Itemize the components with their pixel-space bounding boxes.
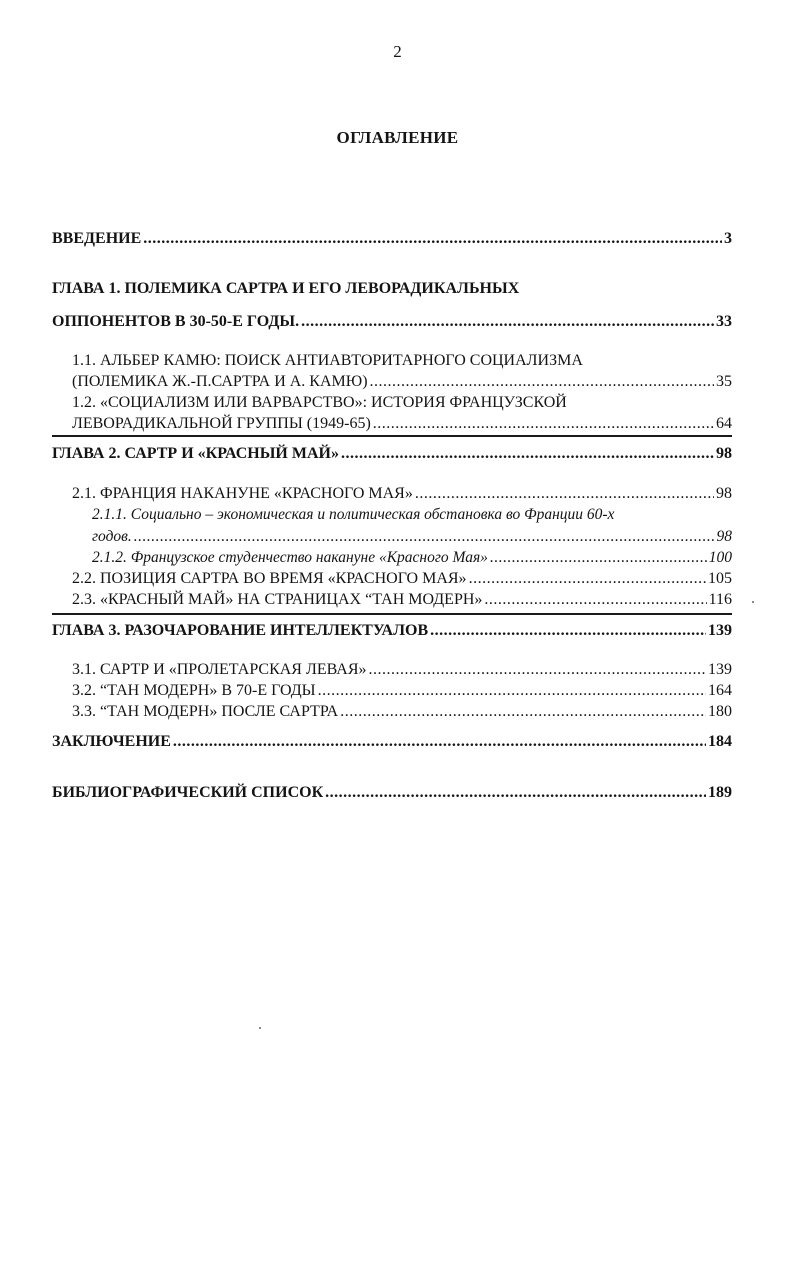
toc-entry-label: 3.3. “ТАН МОДЕРН» ПОСЛЕ САРТРА bbox=[72, 703, 339, 720]
toc-entry-conclusion[interactable] bbox=[52, 732, 732, 754]
toc-chapter1-title-line1[interactable]: ГЛАВА 1. ПОЛЕМИКА САРТРА И ЕГО ЛЕВОРАДИКАЛЬНЫХ bbox=[52, 280, 520, 297]
toc-entry-page: 100 bbox=[708, 549, 732, 566]
scan-speck bbox=[259, 1027, 261, 1029]
toc-entry-label: (ПОЛЕМИКА Ж.-П.САРТРА И А. КАМЮ) bbox=[72, 373, 368, 390]
dot-leader bbox=[340, 702, 706, 722]
toc-section-1-1-line1[interactable]: 1.1. АЛЬБЕР КАМЮ: ПОИСК АНТИАВТОРИТАРНОГО СОЦИАЛИЗМА bbox=[72, 352, 583, 369]
toc-entry-page: 139 bbox=[708, 661, 732, 678]
toc-entry-page: 139 bbox=[708, 622, 732, 639]
toc-entry-label: 3.2. “ТАН МОДЕРН» В 70-Е ГОДЫ bbox=[72, 682, 316, 699]
dot-leader bbox=[173, 732, 706, 752]
toc-entry-page: 98 bbox=[716, 485, 732, 502]
toc-title: ОГЛАВЛЕНИЕ bbox=[336, 128, 459, 147]
toc-entry-section-2-1[interactable] bbox=[72, 484, 732, 506]
dot-leader bbox=[369, 660, 707, 680]
toc-entry-label: ГЛАВА 2. САРТР И «КРАСНЫЙ МАЙ» bbox=[52, 445, 339, 462]
toc-entry-section-2-2[interactable] bbox=[72, 569, 732, 591]
toc-entry-page: 184 bbox=[708, 733, 732, 750]
toc-entry-section-3-3[interactable] bbox=[72, 702, 732, 724]
dot-leader bbox=[134, 527, 715, 547]
toc-entry-subsection-2-1-1[interactable] bbox=[92, 527, 732, 549]
toc-entry-subsection-2-1-2[interactable] bbox=[92, 548, 732, 570]
scan-speck bbox=[752, 601, 754, 603]
page-number: 2 bbox=[393, 42, 402, 61]
toc-entry-page: 189 bbox=[708, 784, 732, 801]
dot-leader bbox=[318, 681, 706, 701]
toc-subsection-2-1-1-line1[interactable]: 2.1.1. Социально – экономическая и политическая обстановка во Франции 60-х bbox=[92, 506, 615, 523]
separator-line bbox=[52, 613, 732, 615]
toc-entry-section-1-2[interactable] bbox=[72, 414, 732, 436]
toc-entry-chapter1[interactable] bbox=[52, 312, 732, 334]
toc-entry-page: 98 bbox=[716, 445, 732, 462]
dot-leader bbox=[143, 229, 722, 249]
toc-entry-page: 64 bbox=[716, 415, 732, 432]
toc-entry-label: годов. bbox=[92, 528, 132, 545]
toc-entry-label: 3.1. САРТР И «ПРОЛЕТАРСКАЯ ЛЕВАЯ» bbox=[72, 661, 367, 678]
toc-entry-section-3-2[interactable] bbox=[72, 681, 732, 703]
toc-entry-page: 116 bbox=[708, 591, 732, 608]
dot-leader bbox=[430, 621, 706, 641]
dot-leader bbox=[370, 372, 714, 392]
toc-entry-page: 35 bbox=[716, 373, 732, 390]
toc-entry-section-2-3[interactable] bbox=[72, 590, 732, 612]
toc-entry-chapter3[interactable] bbox=[52, 621, 732, 643]
dot-leader bbox=[469, 569, 706, 589]
toc-entry-label: ЛЕВОРАДИКАЛЬНОЙ ГРУППЫ (1949-65) bbox=[72, 415, 371, 432]
toc-entry-page: 164 bbox=[708, 682, 732, 699]
toc-entry-page: 180 bbox=[708, 703, 732, 720]
toc-entry-page: 105 bbox=[708, 570, 732, 587]
toc-entry-label: 2.2. ПОЗИЦИЯ САРТРА ВО ВРЕМЯ «КРАСНОГО МАЯ» bbox=[72, 570, 467, 587]
toc-entry-label: ВВЕДЕНИЕ bbox=[52, 230, 142, 247]
toc-entry-page: 3 bbox=[724, 230, 732, 247]
toc-entry-label: ЗАКЛЮЧЕНИЕ bbox=[52, 733, 171, 750]
separator-line bbox=[52, 435, 732, 437]
toc-entry-chapter2[interactable] bbox=[52, 444, 732, 466]
toc-entry-label: 2.1. ФРАНЦИЯ НАКАНУНЕ «КРАСНОГО МАЯ» bbox=[72, 485, 413, 502]
dot-leader bbox=[415, 484, 714, 504]
toc-entry-page: 33 bbox=[716, 313, 732, 330]
toc-entry-label: ОППОНЕНТОВ В 30-50-Е ГОДЫ. bbox=[52, 313, 300, 330]
toc-entry-section-1-1[interactable] bbox=[72, 372, 732, 394]
dot-leader bbox=[373, 414, 714, 434]
toc-entry-page: 98 bbox=[716, 528, 732, 545]
dot-leader bbox=[341, 444, 714, 464]
toc-entry-bibliography[interactable] bbox=[52, 783, 732, 805]
toc-entry-label: 2.1.2. Французское студенчество накануне «Красного Мая» bbox=[92, 549, 488, 566]
dot-leader bbox=[484, 590, 706, 610]
toc-entry-intro[interactable] bbox=[52, 229, 732, 251]
dot-leader bbox=[490, 548, 707, 568]
dot-leader bbox=[325, 783, 706, 803]
toc-entry-label: БИБЛИОГРАФИЧЕСКИЙ СПИСОК bbox=[52, 784, 324, 801]
toc-entry-label: 2.3. «КРАСНЫЙ МАЙ» НА СТРАНИЦАХ “ТАН МОДЕРН» bbox=[72, 591, 483, 608]
dot-leader bbox=[301, 312, 714, 332]
toc-entry-section-3-1[interactable] bbox=[72, 660, 732, 682]
toc-entry-label: ГЛАВА 3. РАЗОЧАРОВАНИЕ ИНТЕЛЛЕКТУАЛОВ bbox=[52, 622, 429, 639]
toc-section-1-2-line1[interactable]: 1.2. «СОЦИАЛИЗМ ИЛИ ВАРВАРСТВО»: ИСТОРИЯ ФРАНЦУЗСКОЙ bbox=[72, 394, 567, 411]
